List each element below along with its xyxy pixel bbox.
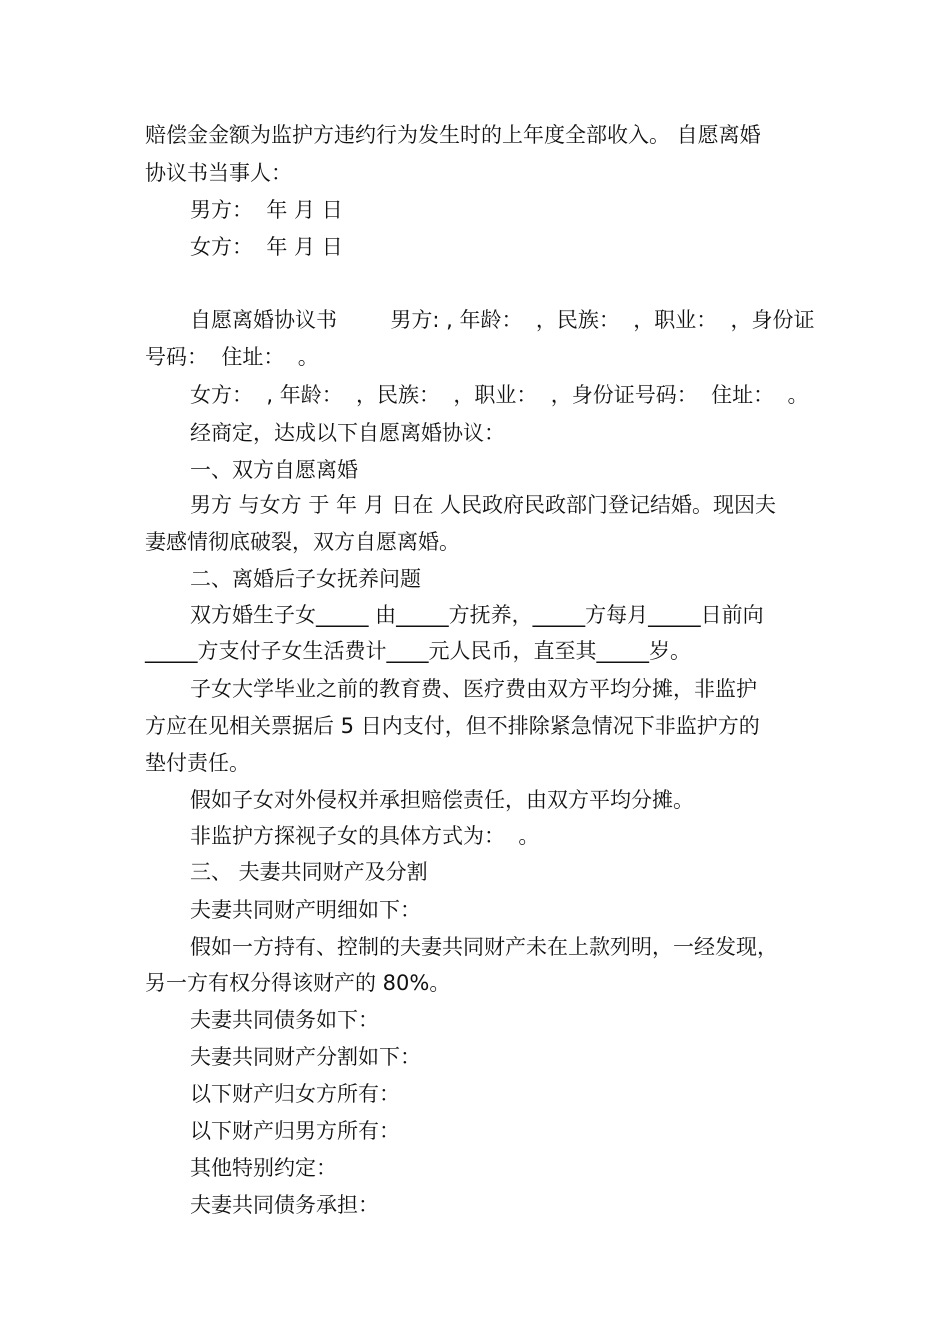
text-line: 女方： 年 月 日: [190, 235, 343, 259]
text-line: 经商定，达成以下自愿离婚协议：: [190, 421, 505, 445]
text-line: 协议书当事人：: [145, 161, 292, 185]
text-line: 男方 与女方 于 年 月 日在 人民政府民政部门登记结婚。现因夫: [190, 493, 777, 517]
text-line: 夫妻共同债务如下：: [190, 1008, 379, 1032]
text-line: 子女大学毕业之前的教育费、医疗费由双方平均分摊，非监护: [190, 677, 757, 701]
section-heading: 二、离婚后子女抚养问题: [190, 567, 421, 591]
text-line: 方应在见相关票据后 5 日内支付，但不排除紧急情况下非监护方的: [145, 714, 760, 738]
text-line: 假如子女对外侵权并承担赔偿责任，由双方平均分摊。: [190, 788, 694, 812]
text-line: 垫付责任。: [145, 751, 250, 775]
text-line: 夫妻共同债务承担：: [190, 1193, 379, 1217]
text-line: _____方支付子女生活费计____元人民币，直至其_____岁。: [145, 639, 691, 663]
text-line: 女方： , 年龄： ，民族： ，职业： ，身份证号码： 住址： 。: [190, 383, 809, 407]
text-line: 号码： 住址： 。: [145, 345, 319, 369]
text-line: 双方婚生子女_____ 由_____方抚养，_____方每月_____日前向: [190, 603, 764, 627]
text-line: 男方： 年 月 日: [190, 198, 343, 222]
text-line: 以下财产归女方所有：: [190, 1082, 400, 1106]
text-line: 以下财产归男方所有：: [190, 1119, 400, 1143]
text-line: 假如一方持有、控制的夫妻共同财产未在上款列明，一经发现，: [190, 935, 778, 959]
section-heading: 三、 夫妻共同财产及分割: [190, 860, 428, 884]
section-heading: 一、双方自愿离婚: [190, 458, 358, 482]
text-line: 妻感情彻底破裂，双方自愿离婚。: [145, 530, 460, 554]
text-line: 赔偿金金额为监护方违约行为发生时的上年度全部收入。 自愿离婚: [145, 123, 761, 147]
text-line: 夫妻共同财产分割如下：: [190, 1045, 421, 1069]
text-line: 另一方有权分得该财产的 80%。: [145, 971, 451, 995]
text-line: 自愿离婚协议书 男方: , 年龄： ，民族： ，职业： ，身份证: [190, 308, 815, 332]
text-line: 其他特别约定：: [190, 1156, 337, 1180]
text-line: 夫妻共同财产明细如下：: [190, 898, 421, 922]
text-line: 非监护方探视子女的具体方式为： 。: [190, 824, 540, 848]
